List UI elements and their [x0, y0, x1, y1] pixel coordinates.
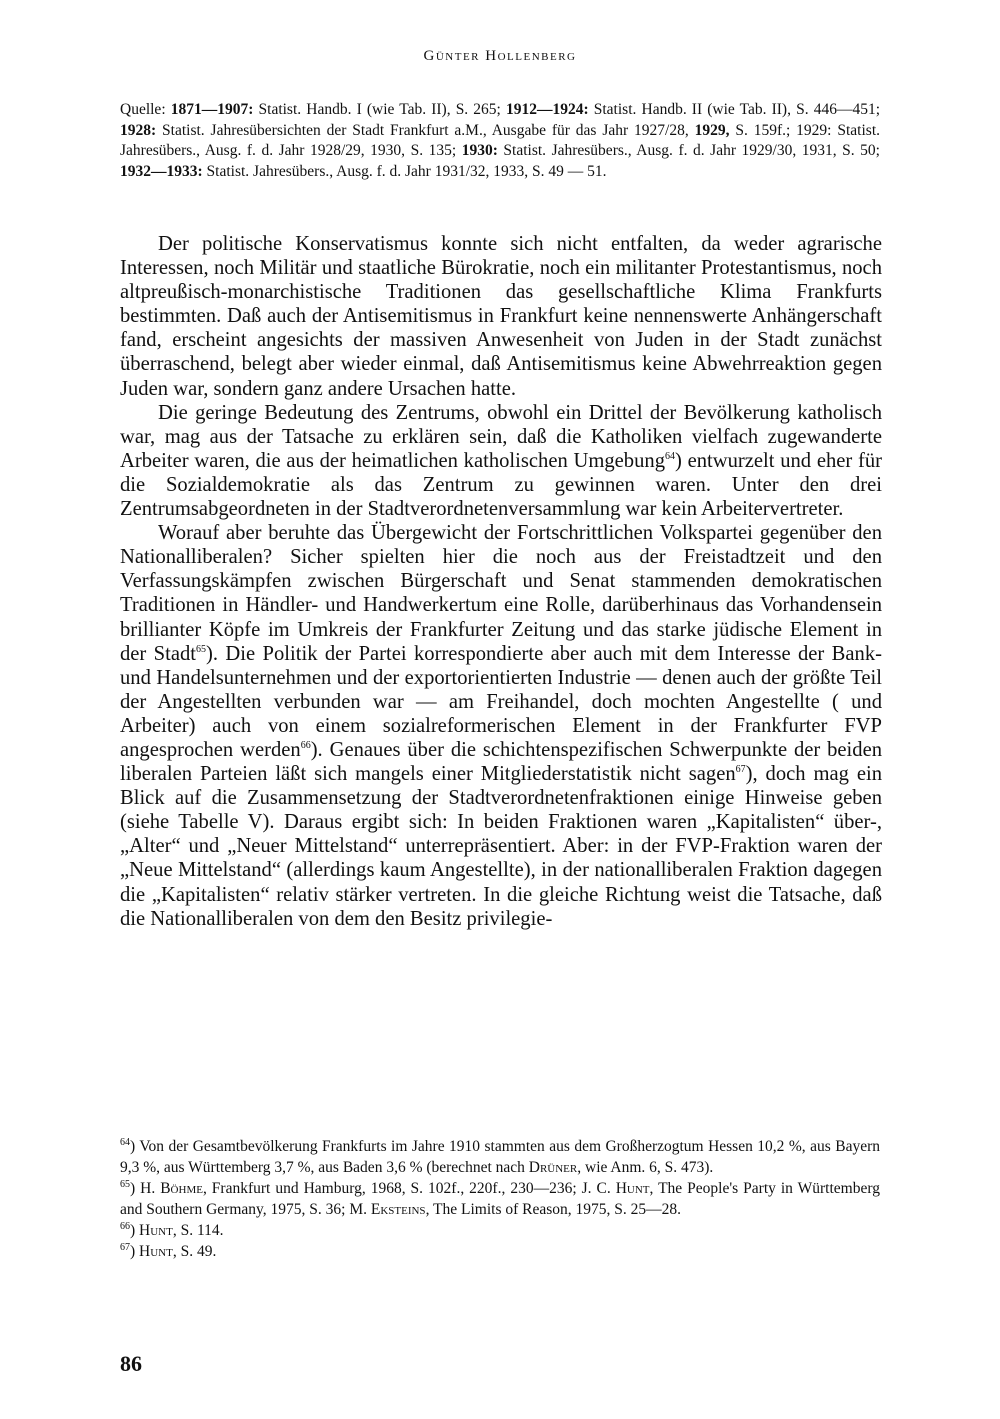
footnote [120, 1241, 880, 1262]
bold-span: 1871—1907: [170, 101, 254, 118]
footnote-marker-paren: ) [130, 1138, 140, 1155]
author-name: Böhme [160, 1180, 203, 1197]
footnote-marker-paren: ) [130, 1180, 141, 1197]
text-span: , wie Anm. 6, S. 473). [577, 1159, 714, 1176]
bold-span: 1929, [694, 121, 730, 139]
footnote-marker: 65 [120, 1178, 130, 1190]
text-span: , S. 49. [172, 1243, 217, 1260]
text-span: Von der Gesamtbevölkerung Frankfurts im Jahre 1910 stammten aus dem Großherzogtum Hessen 10,2 %, aus Bayern 9,3 %, aus Württemberg 3,7 %, aus Baden 3,6 % (berechnet nach [120, 1138, 880, 1176]
text-span: Statist. Handb. II (wie Tab. II), S. 446—451; [588, 101, 880, 118]
footnote-marker: 66 [120, 1220, 130, 1232]
footnote-ref: 67 [735, 764, 746, 776]
bold-span: 1912—1924: [505, 101, 589, 118]
text-span: S. 159f.; 1929: Statist. Jahresübers., Ausg. f. d. Jahr 1928/29, 1930, S. 135; [120, 121, 880, 160]
text-span: ). Die Politik der Partei korrespondierte aber auch mit dem Interesse der Bank- und Handelsunternehmen und der exportorientierten Industrie — denen auch der größte Teil der Angestellten verbunden war — am Freihandel, doch mochten Angestellte ( und Arbeiter) auch von einem sozialreformerischen Element in der Frankfurter FVP angesprochen werden [120, 642, 882, 761]
author-name: Hunt [139, 1243, 173, 1260]
body-paragraph [120, 401, 882, 521]
footnotes [120, 1136, 880, 1262]
footnote-marker-paren: ) [130, 1243, 140, 1260]
text-span: Der politische Konservatismus konnte sich nicht entfalten, da weder agrarische Interessen, noch Militär und staatliche Bürokratie, noch ein militanter Protestantismus, noch altpreußisch-monarchistische Traditionen das gesellschaftliche Klima Frankfurts bestimmten. Daß auch der Antisemitismus in Frankfurt keine nennenswerte Anhängerschaft fand, erscheint angesichts der massiven Anwesenheit von Juden in der Stadt zunächst überraschend, belegt aber wieder einmal, daß Antisemitismus keine Abwehrreaktion gegen Juden war, sondern ganz andere Ursachen hatte. [120, 233, 882, 400]
text-span: Statist. Jahresübersichten der Stadt Frankfurt a.M., Ausgabe für das Jahr 1927/28, [156, 121, 695, 139]
text-span: Worauf aber beruhte das Übergewicht der Fortschrittlichen Volkspartei gegenüber den Nationalliberalen? Sicher spielten hier die noch aus der Freistadtzeit und den Verfassungskämpfen zwischen Bürgerschaft und Senat stammenden demokratischen Traditionen in Händler- und Handwerkertum eine Rolle, darüberhinaus das Vorhandensein brillianter Köpfe im Umkreis der Frankfurter Zeitung und das starke jüdische Element in der Stadt [120, 522, 882, 665]
body-paragraph [120, 232, 882, 401]
running-head: Günter Hollenberg [423, 48, 577, 64]
author-name: Drüner [528, 1159, 578, 1176]
body-text [120, 232, 882, 931]
footnote [120, 1136, 880, 1178]
author-name: Hunt [615, 1180, 650, 1197]
page-number: 86 [120, 1351, 142, 1376]
author-name: Hunt [139, 1222, 173, 1239]
text-span: Statist. Jahresübers., Ausg. f. d. Jahr 1931/32, 1933, S. 49 — 51. [202, 162, 607, 180]
text-span: H. [140, 1180, 161, 1197]
text-span: Statist. Jahresübers., Ausg. f. d. Jahr 1929/30, 1931, S. 50; [497, 142, 880, 160]
text-span: ), doch mag ein Blick auf die Zusammensetzung der Stadtverordnetenfraktionen einige Hinweise geben (siehe Tabelle V). Daraus ergibt sich: In beiden Fraktionen waren „Kapitalisten“ über-, „Alter“ und „Neuer Mittelstand“ unterrepräsentiert. Aber: in der FVP-Fraktion waren der „Neue Mittelstand“ (allerdings kaum Angestellte), in der nationalliberalen Fraktion dagegen die „Kapitalisten“ relativ stärker vertreten. In die gleiche Richtung weist die Tatsache, daß die Nationalliberalen von dem den Besitz privilegie- [120, 763, 882, 930]
text-span: Die geringe Bedeutung des Zentrums, obwohl ein Drittel der Bevölkerung katholisch war, mag aus der Tatsache zu erklären sein, daß die Katholiken vielfach zugewanderte Arbeiter waren, die aus der heimatlichen katholischen Umgebung [120, 401, 882, 472]
text-span: ) entwurzelt und eher für die Sozialdemokratie als das Zentrum zu gewinnen waren. Unter den drei Zentrumsabgeordneten in der Stadtverordnetenversammlung war kein Arbeitervertreter. [120, 449, 883, 521]
footnote-ref: 64 [665, 450, 675, 462]
bold-span: 1928: [120, 121, 157, 139]
footnote-marker: 67 [120, 1241, 130, 1253]
text-span: , S. 114. [172, 1222, 224, 1239]
text-span: ). Genaues über die schichtenspezifischen Schwerpunkte der beiden liberalen Parteien läßt sich mangels einer Mitgliederstatistik nicht sagen [120, 738, 883, 786]
text-span: , Frankfurt und Hamburg, 1968, S. 102f., 220f., 230—236; J. C. [202, 1180, 616, 1197]
footnote [120, 1220, 880, 1241]
footnote-marker: 64 [120, 1136, 130, 1148]
text-span: , The People's Party in Württemberg and Southern Germany, 1975, S. 36; M. [120, 1180, 880, 1218]
footnote-ref: 65 [196, 643, 207, 655]
text-span: , The Limits of Reason, 1975, S. 25—28. [425, 1201, 682, 1218]
text-span: Statist. Handb. I (wie Tab. II), S. 265; [253, 101, 506, 118]
table-source-note [120, 100, 880, 182]
footnote-ref: 66 [300, 740, 311, 752]
body-paragraph [120, 521, 882, 931]
footnote-marker-paren: ) [130, 1222, 140, 1239]
bold-span: 1932—1933: [120, 162, 203, 180]
text-span: Quelle: [120, 101, 171, 118]
bold-span: 1930: [461, 142, 498, 160]
author-name: Eksteins [370, 1201, 426, 1218]
footnote [120, 1178, 880, 1220]
